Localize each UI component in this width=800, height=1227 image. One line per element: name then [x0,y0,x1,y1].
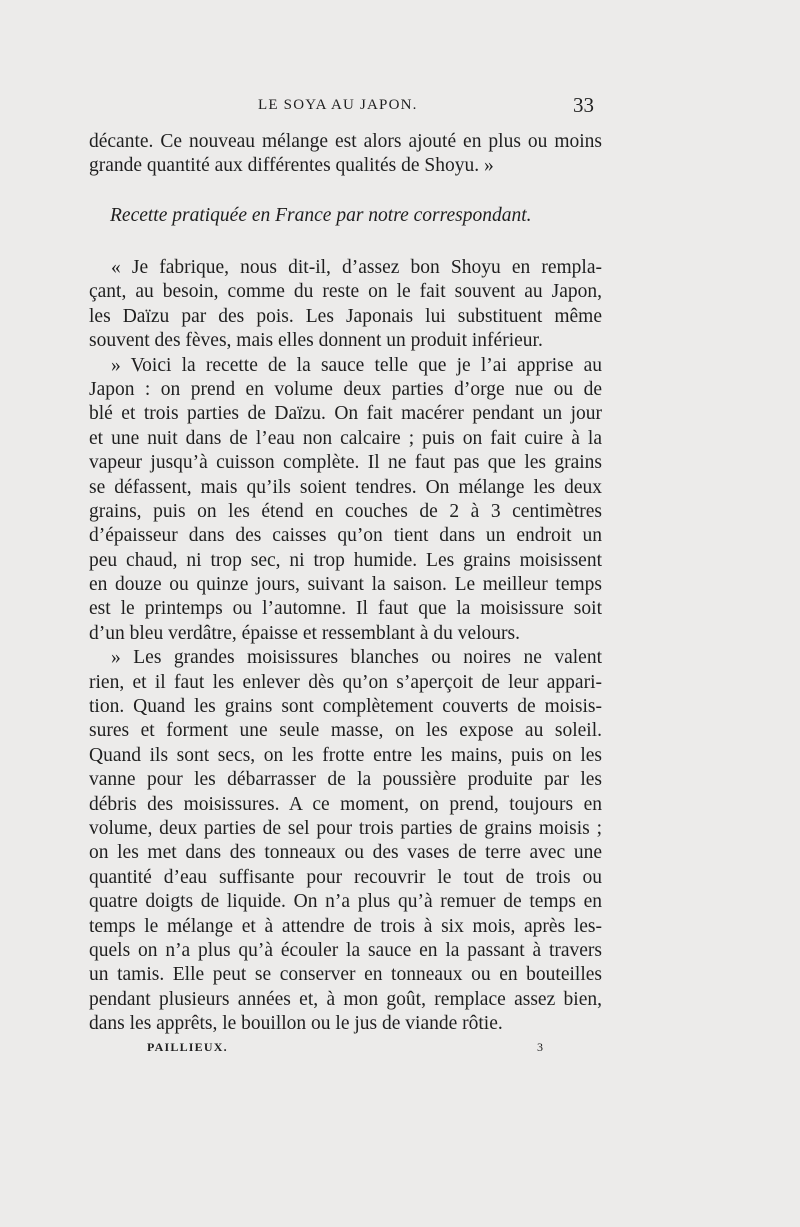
text-line: » Les grandes moisissures blanches ou noires ne valent [111,647,602,669]
text-line: « Je fabrique, nous dit-il, d’assez bon Shoyu en rempla- [111,257,602,278]
text-line: est le printemps ou l’automne. Il faut que la moisissure soit [89,598,602,620]
sheet-number: 3 [537,1040,543,1054]
page-header [0,93,800,123]
text-line: Japon : on prend en volume deux parties d’orge nue ou de [89,378,602,400]
printer-signature: PAILLIEUX. [147,1040,228,1054]
text-line: peu chaud, ni trop sec, ni trop humide. Les grains moisissent [89,549,602,571]
text-line: volume, deux parties de sel pour trois parties de grains moisis ; [89,817,602,839]
text-line: çant, au besoin, comme du reste on le fait souvent au Japon, [89,281,602,303]
text-line: rien, et il faut les enlever dès qu’on s’aperçoit de leur appari- [89,671,602,693]
text-line: et une nuit dans de l’eau non calcaire ; puis on fait cuire à la [89,427,602,449]
text-line: vanne pour les débarrasser de la poussière produite par les [89,769,602,791]
text-line: souvent des fèves, mais elles donnent un produit inférieur. [89,330,543,352]
text-line: quatre doigts de liquide. On n’a plus qu’à remuer de temps en [89,891,602,913]
text-line: grande quantité aux différentes qualités de Shoyu. » [89,155,494,177]
text-line: en douze ou quinze jours, suivant la saison. Le meilleur temps [89,574,602,596]
text-line: quantité d’eau suffisante pour recouvrir le tout de trois ou [89,866,602,888]
section-heading: Recette pratiquée en France par notre correspondant. [110,205,532,226]
text-line: grains, puis on les étend en couches de 2 à 3 centimètres [89,500,602,522]
text-line: vapeur jusqu’à cuisson complète. Il ne faut pas que les grains [89,452,602,474]
page-number: 33 [573,93,594,117]
running-title: LE SOYA AU JAPON. [258,97,418,113]
text-line: temps le mélange et à attendre de trois à six mois, après les- [89,915,602,937]
text-line: tion. Quand les grains sont complètement couverts de moisis- [89,696,602,718]
text-line: débris des moisissures. A ce moment, on prend, toujours en [89,793,602,815]
text-line: dans les apprêts, le bouillon ou le jus de viande rôtie. [89,1013,503,1035]
text-line: les Daïzu par des pois. Les Japonais lui substituent même [89,305,602,327]
text-line: décante. Ce nouveau mélange est alors ajouté en plus ou moins [89,131,602,152]
text-line: d’un bleu verdâtre, épaisse et ressemblant à du velours. [89,622,521,644]
text-line: » Voici la recette de la sauce telle que je l’ai apprise au [111,354,602,376]
text-line: Quand ils sont secs, on les frotte entre les mains, puis on les [89,744,602,766]
text-line: on les met dans des tonneaux ou des vases de terre avec une [89,842,602,864]
text-line: se défassent, mais qu’ils soient tendres. On mélange les deux [89,476,602,498]
text-line: pendant plusieurs années et, à mon goût, remplace assez bien, [89,988,602,1010]
text-line: d’épaisseur dans des caisses qu’on tient dans un endroit un [89,525,602,547]
recipe-body [89,256,602,1037]
page-footer [0,1040,800,1060]
text-line: un tamis. Elle peut se conserver en tonneaux ou en bouteilles [89,964,602,986]
text-line: sures et forment une seule masse, on les expose au soleil. [89,720,602,742]
text-line: quels on n’a plus qu’à écouler la sauce en la passant à travers [89,939,602,961]
text-line: blé et trois parties de Daïzu. On fait macérer pendant un jour [89,403,602,425]
opening-paragraph [89,130,602,179]
